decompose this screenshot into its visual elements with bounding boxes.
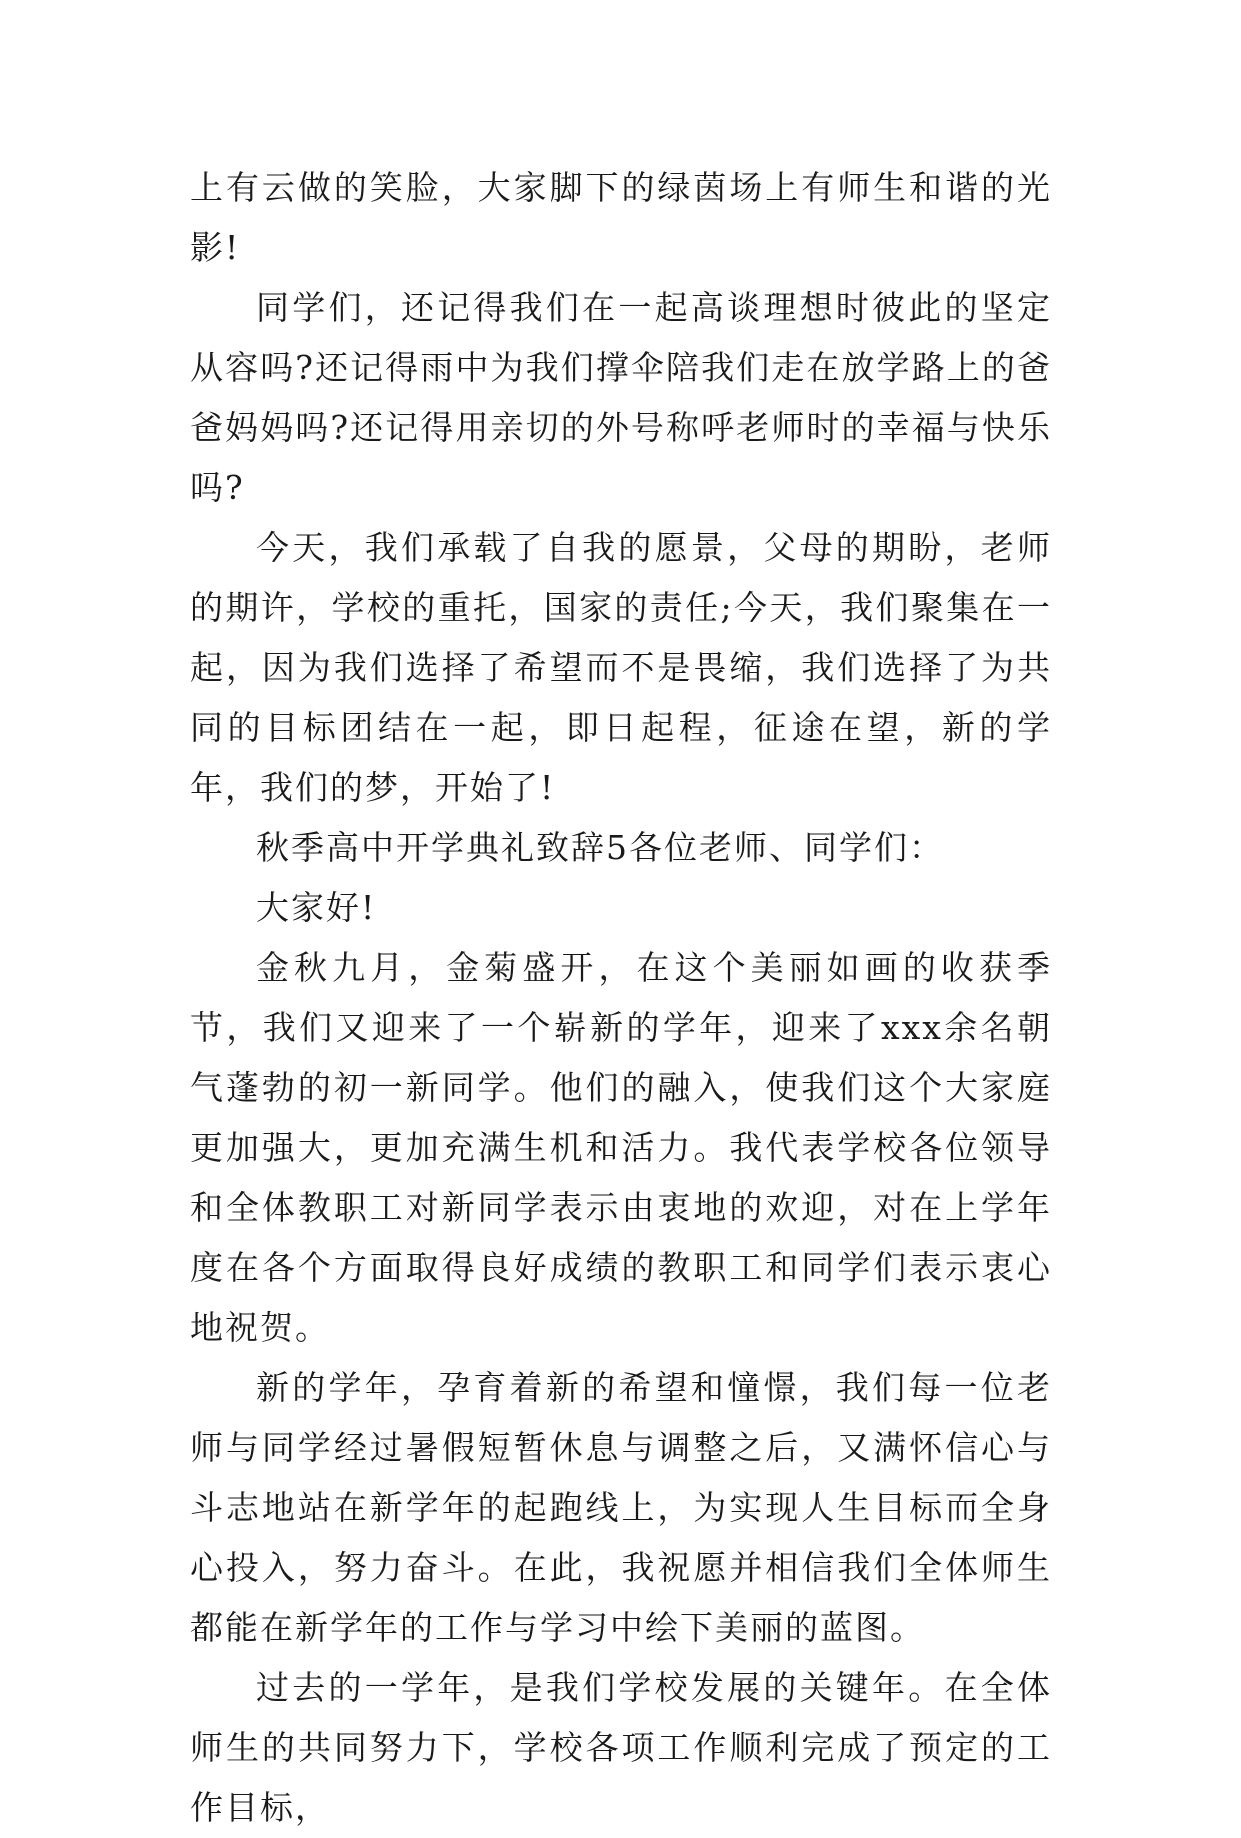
paragraph-2: 同学们，还记得我们在一起高谈理想时彼此的坚定从容吗?还记得雨中为我们撑伞陪我们走在放学路上的爸爸妈妈吗?还记得用亲切的外号称呼老师时的幸福与快乐吗? <box>190 288 1052 507</box>
paragraph-greeting: 大家好! <box>256 888 377 927</box>
paragraph-8: 过去的一学年，是我们学校发展的关键年。在全体师生的共同努力下，学校各项工作顺利完成了预定的工作目标， <box>190 1668 1052 1827</box>
paragraph-7: 新的学年，孕育着新的希望和憧憬，我们每一位老师与同学经过暑假短暂休息与调整之后，又满怀信心与斗志地站在新学年的起跑线上，为实现人生目标而全身心投入，努力奋斗。在此，我祝愿并相信我们全体师生都能在新学年的工作与学习中绘下美丽的蓝图。 <box>190 1368 1052 1647</box>
paragraph-3: 今天，我们承载了自我的愿景，父母的期盼，老师的期许，学校的重托，国家的责任;今天，我们聚集在一起，因为我们选择了希望而不是畏缩，我们选择了为共同的目标团结在一起，即日起程，征途在望，新的学年，我们的梦，开始了! <box>190 528 1052 807</box>
paragraph-1: 上有云做的笑脸，大家脚下的绿茵场上有师生和谐的光影! <box>190 168 1052 267</box>
document-body <box>190 158 1052 1838</box>
paragraph-heading: 秋季高中开学典礼致辞5各位老师、同学们： <box>256 828 944 867</box>
paragraph-6: 金秋九月，金菊盛开，在这个美丽如画的收获季节，我们又迎来了一个崭新的学年，迎来了xxx余名朝气蓬勃的初一新同学。他们的融入，使我们这个大家庭更加强大，更加充满生机和活力。我代表学校各位领导和全体教职工对新同学表示由衷地的欢迎，对在上学年度在各个方面取得良好成绩的教职工和同学们表示衷心地祝贺。 <box>190 948 1052 1347</box>
